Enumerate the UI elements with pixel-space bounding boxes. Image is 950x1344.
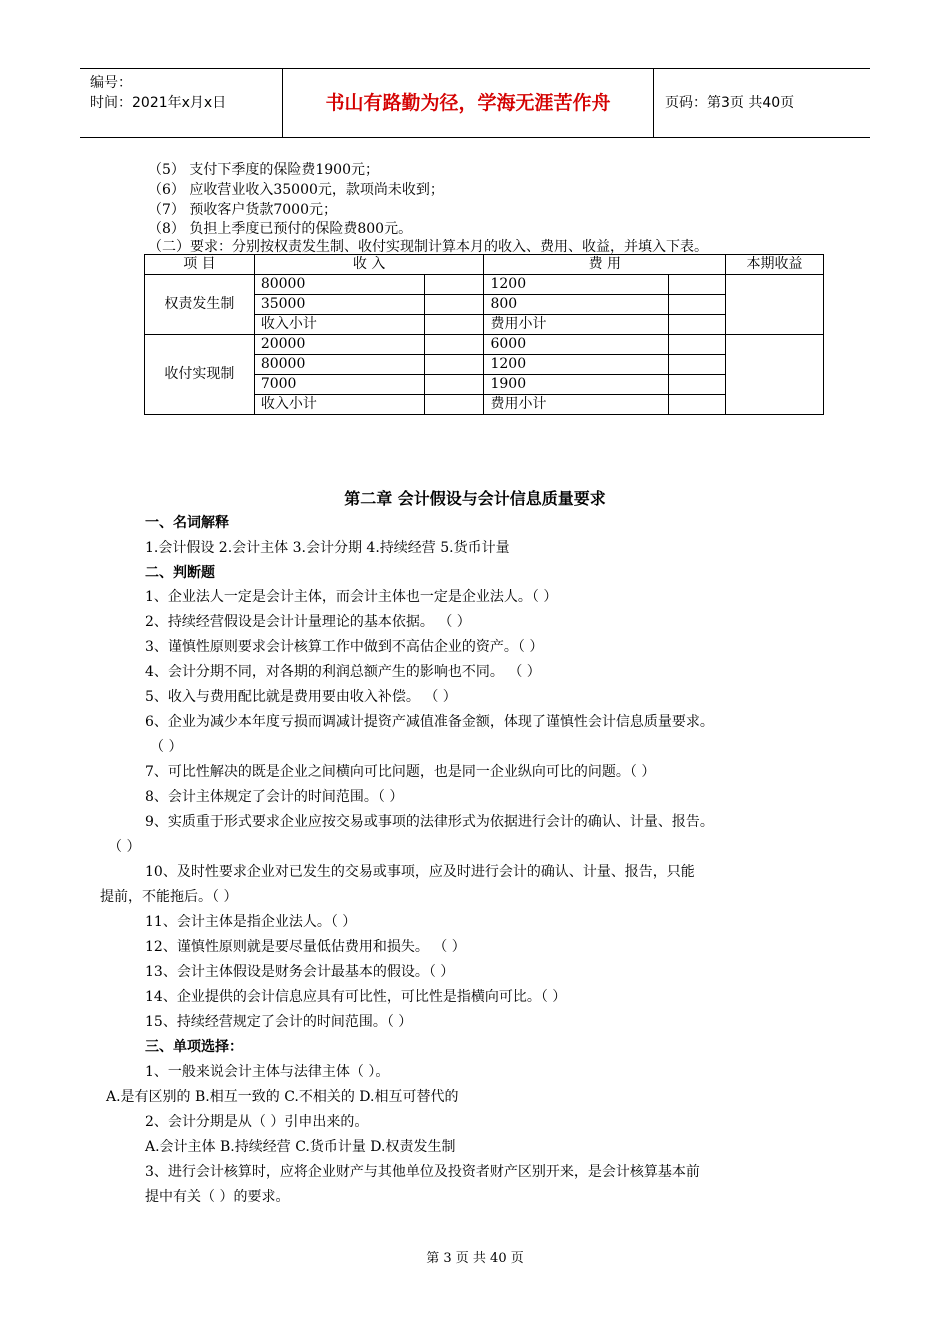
table-cell: 80000: [254, 275, 424, 295]
judgment-item: 13、会计主体假设是财务会计最基本的假设。（ ）: [145, 964, 455, 980]
time-label: 时间：2021年x月x日: [90, 95, 227, 111]
table-cell: 费用小计: [484, 315, 669, 335]
judgment-item: 15、持续经营规定了会计的时间范围。（ ）: [145, 1014, 413, 1030]
judgment-item: 11、会计主体是指企业法人。（ ）: [145, 914, 357, 930]
header-income: 收 入: [254, 255, 484, 275]
accrual-profit-cell: [726, 275, 824, 335]
item-7: （7） 预收客户货款7000元；: [148, 202, 337, 218]
cash-profit-cell: [726, 335, 824, 415]
choice-question: 1、一般来说会计主体与法律主体（ ）。: [145, 1064, 390, 1080]
page-header: [80, 68, 870, 138]
judgment-item: 14、企业提供的会计信息应具有可比性，可比性是指横向可比。（ ）: [145, 989, 567, 1005]
judgment-item: （ ）: [150, 739, 183, 755]
table-cell: 1200: [484, 355, 669, 375]
section1-terms: 1.会计假设 2.会计主体 3.会计分期 4.持续经营 5.货币计量: [145, 540, 510, 556]
table-row: [145, 275, 824, 295]
chapter-title: 第二章 会计假设与会计信息质量要求: [344, 489, 606, 508]
judgment-item: 7、可比性解决的既是企业之间横向可比问题，也是同一企业纵向可比的问题。（ ）: [145, 764, 656, 780]
accounting-table: [144, 254, 824, 415]
header-expense: 费 用: [484, 255, 726, 275]
accrual-label: 权责发生制: [145, 275, 255, 335]
table-cell: 费用小计: [484, 395, 669, 415]
cash-label: 收付实现制: [145, 335, 255, 415]
judgment-item: 6、企业为减少本年度亏损而调减计提资产减值准备金额，体现了谨慎性会计信息质量要求。: [145, 714, 714, 730]
table-cell: 收入小计: [254, 395, 424, 415]
table-cell: 800: [484, 295, 669, 315]
requirement: （二）要求：分别按权责发生制、收付实现制计算本月的收入、费用、收益，并填入下表。: [148, 239, 708, 255]
table-header-row: [145, 255, 824, 275]
judgment-item: 10、及时性要求企业对已发生的交易或事项，应及时进行会计的确认、计量、报告，只能: [145, 864, 695, 880]
table-cell: 1900: [484, 375, 669, 395]
header-motto: 书山有路勤为径，学海无涯苦作舟: [283, 69, 654, 137]
header-profit: 本期收益: [726, 255, 824, 275]
judgment-item: 3、谨慎性原则要求会计核算工作中做到不高估企业的资产。（ ）: [145, 639, 544, 655]
judgment-item: 12、谨慎性原则就是要尽量低估费用和损失。 （ ）: [145, 939, 466, 955]
item-5: （5） 支付下季度的保险费1900元；: [148, 162, 379, 178]
judgment-item: 提前，不能拖后。（ ）: [100, 889, 238, 905]
choice-question: 2、会计分期是从（ ）引申出来的。: [145, 1114, 369, 1130]
table-cell: 20000: [254, 335, 424, 355]
number-label: 编号：: [90, 75, 132, 91]
table-cell: 7000: [254, 375, 424, 395]
section2-title: 二、判断题: [145, 565, 215, 581]
judgment-item: 8、会计主体规定了会计的时间范围。（ ）: [145, 789, 404, 805]
judgment-item: 1、企业法人一定是会计主体，而会计主体也一定是企业法人。（ ）: [145, 589, 558, 605]
choice-question: 3、进行会计核算时，应将企业财产与其他单位及投资者财产区别开来，是会计核算基本前: [145, 1164, 700, 1180]
header-meta: [80, 69, 283, 137]
judgment-item: 9、实质重于形式要求企业应按交易或事项的法律形式为依据进行会计的确认、计量、报告。: [145, 814, 714, 830]
choice-options: A.是有区别的 B.相互一致的 C.不相关的 D.相互可替代的: [106, 1089, 459, 1105]
item-8: （8） 负担上季度已预付的保险费800元。: [148, 221, 413, 237]
table-cell: 收入小计: [254, 315, 424, 335]
table-row: [145, 335, 824, 355]
judgment-item: 4、会计分期不同，对各期的利润总额产生的影响也不同。 （ ）: [145, 664, 541, 680]
choice-options: A.会计主体 B.持续经营 C.货币计量 D.权责发生制: [145, 1139, 456, 1155]
judgment-item: 5、收入与费用配比就是费用要由收入补偿。 （ ）: [145, 689, 457, 705]
table-cell: 6000: [484, 335, 669, 355]
section3-title: 三、单项选择：: [145, 1039, 243, 1055]
header-page-info: 页码：第3页 共40页: [665, 95, 795, 111]
page-footer: 第 3 页 共 40 页: [426, 1251, 524, 1266]
section1-title: 一、名词解释: [145, 515, 229, 531]
item-6: （6） 应收营业收入35000元，款项尚未收到；: [148, 182, 444, 198]
table-cell: 1200: [484, 275, 669, 295]
table-cell: 35000: [254, 295, 424, 315]
judgment-item: 2、持续经营假设是会计计量理论的基本依据。 （ ）: [145, 614, 471, 630]
judgment-item: （ ）: [108, 839, 141, 855]
choice-question: 提中有关（ ）的要求。: [145, 1189, 290, 1205]
table-cell: 80000: [254, 355, 424, 375]
header-item: 项 目: [145, 255, 255, 275]
